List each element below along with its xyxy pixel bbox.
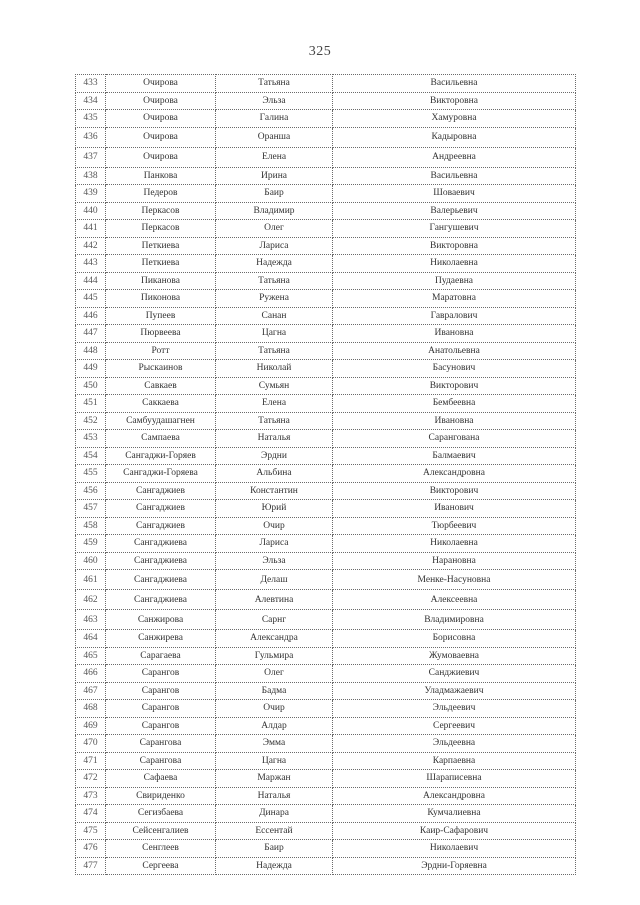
table-row	[76, 92, 576, 110]
row-number: 471	[76, 752, 106, 770]
first-name-cell: Елена	[216, 395, 333, 413]
table-row	[76, 735, 576, 753]
row-number: 464	[76, 630, 106, 648]
names-table	[75, 74, 576, 875]
first-name-cell: Олег	[216, 665, 333, 683]
first-name-cell: Ружена	[216, 290, 333, 308]
table-row	[76, 167, 576, 185]
last-name-cell: Педеров	[106, 185, 216, 203]
table-row	[76, 395, 576, 413]
table-row	[76, 342, 576, 360]
patronymic-cell: Пудаевна	[333, 272, 576, 290]
first-name-cell: Владимир	[216, 202, 333, 220]
last-name-cell: Самбуудашагнен	[106, 412, 216, 430]
table-row	[76, 465, 576, 483]
patronymic-cell: Кумчалиевна	[333, 805, 576, 823]
table-row	[76, 290, 576, 308]
last-name-cell: Пюрвеева	[106, 325, 216, 343]
patronymic-cell: Жумоваевна	[333, 647, 576, 665]
row-number: 448	[76, 342, 106, 360]
row-number: 458	[76, 517, 106, 535]
patronymic-cell: Менке-Насуновна	[333, 570, 576, 590]
first-name-cell: Эмма	[216, 735, 333, 753]
last-name-cell: Сангаджиев	[106, 482, 216, 500]
patronymic-cell: Басунович	[333, 360, 576, 378]
last-name-cell: Сейсенгалиев	[106, 822, 216, 840]
first-name-cell: Эрдни	[216, 447, 333, 465]
last-name-cell: Перкасов	[106, 202, 216, 220]
row-number: 472	[76, 770, 106, 788]
last-name-cell: Пупеев	[106, 307, 216, 325]
first-name-cell: Цагна	[216, 325, 333, 343]
page-number: 325	[308, 44, 332, 59]
patronymic-cell: Эльдеевна	[333, 735, 576, 753]
patronymic-cell: Валерьевич	[333, 202, 576, 220]
first-name-cell: Санан	[216, 307, 333, 325]
table-row	[76, 630, 576, 648]
row-number: 447	[76, 325, 106, 343]
row-number: 443	[76, 255, 106, 273]
first-name-cell: Баир	[216, 185, 333, 203]
patronymic-cell: Шоваевич	[333, 185, 576, 203]
table-row	[76, 535, 576, 553]
last-name-cell: Очирова	[106, 75, 216, 93]
row-number: 462	[76, 590, 106, 610]
first-name-cell: Наталья	[216, 787, 333, 805]
patronymic-cell: Кадыровна	[333, 127, 576, 147]
last-name-cell: Сергеева	[106, 857, 216, 875]
row-number: 450	[76, 377, 106, 395]
row-number: 445	[76, 290, 106, 308]
first-name-cell: Надежда	[216, 857, 333, 875]
last-name-cell: Сангаджи-Горяева	[106, 465, 216, 483]
first-name-cell: Галина	[216, 110, 333, 128]
last-name-cell: Очирова	[106, 110, 216, 128]
row-number: 470	[76, 735, 106, 753]
last-name-cell: Очирова	[106, 92, 216, 110]
table-row	[76, 787, 576, 805]
table-row	[76, 325, 576, 343]
table-row	[76, 857, 576, 875]
first-name-cell: Елена	[216, 147, 333, 167]
patronymic-cell: Каир-Сафарович	[333, 822, 576, 840]
row-number: 441	[76, 220, 106, 238]
row-number: 439	[76, 185, 106, 203]
last-name-cell: Очирова	[106, 127, 216, 147]
table-row	[76, 700, 576, 718]
patronymic-cell: Викторовна	[333, 92, 576, 110]
last-name-cell: Перкасов	[106, 220, 216, 238]
row-number: 446	[76, 307, 106, 325]
row-number: 468	[76, 700, 106, 718]
row-number: 466	[76, 665, 106, 683]
table-row	[76, 430, 576, 448]
last-name-cell: Сарагаева	[106, 647, 216, 665]
table-row	[76, 412, 576, 430]
patronymic-cell: Балмаевич	[333, 447, 576, 465]
row-number: 438	[76, 167, 106, 185]
last-name-cell: Ротт	[106, 342, 216, 360]
first-name-cell: Татьяна	[216, 342, 333, 360]
patronymic-cell: Николаевна	[333, 255, 576, 273]
patronymic-cell: Викторовна	[333, 237, 576, 255]
last-name-cell: Пиконова	[106, 290, 216, 308]
first-name-cell: Сарнг	[216, 610, 333, 630]
patronymic-cell: Гангушевич	[333, 220, 576, 238]
patronymic-cell: Маратовна	[333, 290, 576, 308]
last-name-cell: Сангаджиев	[106, 517, 216, 535]
first-name-cell: Эльза	[216, 92, 333, 110]
table-row	[76, 682, 576, 700]
row-number: 435	[76, 110, 106, 128]
first-name-cell: Надежда	[216, 255, 333, 273]
table-row	[76, 752, 576, 770]
patronymic-cell: Шараписевна	[333, 770, 576, 788]
first-name-cell: Лариса	[216, 535, 333, 553]
patronymic-cell: Санджиевич	[333, 665, 576, 683]
first-name-cell: Ирина	[216, 167, 333, 185]
row-number: 444	[76, 272, 106, 290]
table-row	[76, 665, 576, 683]
first-name-cell: Бадма	[216, 682, 333, 700]
row-number: 460	[76, 552, 106, 570]
table-row	[76, 237, 576, 255]
row-number: 477	[76, 857, 106, 875]
first-name-cell: Маржан	[216, 770, 333, 788]
table-row	[76, 517, 576, 535]
row-number: 437	[76, 147, 106, 167]
last-name-cell: Петкиева	[106, 255, 216, 273]
table-row	[76, 147, 576, 167]
row-number: 461	[76, 570, 106, 590]
table-row	[76, 272, 576, 290]
row-number: 467	[76, 682, 106, 700]
row-number: 451	[76, 395, 106, 413]
table-row	[76, 255, 576, 273]
last-name-cell: Сафаева	[106, 770, 216, 788]
patronymic-cell: Нарановна	[333, 552, 576, 570]
first-name-cell: Юрий	[216, 500, 333, 518]
first-name-cell: Делаш	[216, 570, 333, 590]
patronymic-cell: Николаевич	[333, 840, 576, 858]
row-number: 442	[76, 237, 106, 255]
first-name-cell: Эльза	[216, 552, 333, 570]
table-row	[76, 570, 576, 590]
last-name-cell: Сангаджи-Горяев	[106, 447, 216, 465]
patronymic-cell: Андреевна	[333, 147, 576, 167]
first-name-cell: Очир	[216, 517, 333, 535]
patronymic-cell: Николаевна	[333, 535, 576, 553]
patronymic-cell: Эльдеевич	[333, 700, 576, 718]
table-row	[76, 202, 576, 220]
row-number: 455	[76, 465, 106, 483]
table-row	[76, 220, 576, 238]
row-number: 463	[76, 610, 106, 630]
patronymic-cell: Уладмажаевич	[333, 682, 576, 700]
row-number: 433	[76, 75, 106, 93]
first-name-cell: Цагна	[216, 752, 333, 770]
patronymic-cell: Александровна	[333, 465, 576, 483]
first-name-cell: Татьяна	[216, 272, 333, 290]
first-name-cell: Николай	[216, 360, 333, 378]
last-name-cell: Сарангов	[106, 700, 216, 718]
table-row	[76, 75, 576, 93]
last-name-cell: Сенглеев	[106, 840, 216, 858]
last-name-cell: Савкаев	[106, 377, 216, 395]
table-row	[76, 805, 576, 823]
row-number: 469	[76, 717, 106, 735]
last-name-cell: Петкиева	[106, 237, 216, 255]
first-name-cell: Лариса	[216, 237, 333, 255]
table-row	[76, 377, 576, 395]
patronymic-cell: Бембеевна	[333, 395, 576, 413]
row-number: 449	[76, 360, 106, 378]
table-row	[76, 552, 576, 570]
table-body	[76, 75, 576, 875]
table-row	[76, 307, 576, 325]
table-row	[76, 447, 576, 465]
row-number: 456	[76, 482, 106, 500]
table-row	[76, 127, 576, 147]
last-name-cell: Сангаджиев	[106, 500, 216, 518]
table-row	[76, 717, 576, 735]
row-number: 440	[76, 202, 106, 220]
last-name-cell: Санжирева	[106, 630, 216, 648]
last-name-cell: Сегизбаева	[106, 805, 216, 823]
patronymic-cell: Васильевна	[333, 167, 576, 185]
patronymic-cell: Викторович	[333, 482, 576, 500]
patronymic-cell: Ивановна	[333, 412, 576, 430]
last-name-cell: Сангаджиева	[106, 552, 216, 570]
row-number: 465	[76, 647, 106, 665]
last-name-cell: Саранговa	[106, 752, 216, 770]
last-name-cell: Пиканова	[106, 272, 216, 290]
first-name-cell: Олег	[216, 220, 333, 238]
first-name-cell: Татьяна	[216, 412, 333, 430]
first-name-cell: Альбина	[216, 465, 333, 483]
last-name-cell: Саранговa	[106, 735, 216, 753]
row-number: 476	[76, 840, 106, 858]
row-number: 475	[76, 822, 106, 840]
table-row	[76, 110, 576, 128]
table-row	[76, 647, 576, 665]
last-name-cell: Свириденко	[106, 787, 216, 805]
row-number: 436	[76, 127, 106, 147]
table-row	[76, 822, 576, 840]
last-name-cell: Сарангов	[106, 665, 216, 683]
table-row	[76, 770, 576, 788]
row-number: 459	[76, 535, 106, 553]
last-name-cell: Сарангов	[106, 717, 216, 735]
patronymic-cell: Алексеевна	[333, 590, 576, 610]
first-name-cell: Динара	[216, 805, 333, 823]
patronymic-cell: Карпаевна	[333, 752, 576, 770]
table-row	[76, 840, 576, 858]
first-name-cell: Алдар	[216, 717, 333, 735]
table-row	[76, 360, 576, 378]
table-row	[76, 590, 576, 610]
row-number: 454	[76, 447, 106, 465]
row-number: 452	[76, 412, 106, 430]
first-name-cell: Очир	[216, 700, 333, 718]
last-name-cell: Санжирова	[106, 610, 216, 630]
patronymic-cell: Владимировна	[333, 610, 576, 630]
patronymic-cell: Хамуровна	[333, 110, 576, 128]
first-name-cell: Баир	[216, 840, 333, 858]
table-row	[76, 500, 576, 518]
patronymic-cell: Сарангована	[333, 430, 576, 448]
first-name-cell: Сумьян	[216, 377, 333, 395]
row-number: 453	[76, 430, 106, 448]
patronymic-cell: Борисовна	[333, 630, 576, 648]
table-row	[76, 185, 576, 203]
last-name-cell: Панкова	[106, 167, 216, 185]
last-name-cell: Сампаева	[106, 430, 216, 448]
last-name-cell: Рыскаинов	[106, 360, 216, 378]
first-name-cell: Наталья	[216, 430, 333, 448]
patronymic-cell: Васильевна	[333, 75, 576, 93]
row-number: 474	[76, 805, 106, 823]
patronymic-cell: Эрдни-Горяевна	[333, 857, 576, 875]
first-name-cell: Оранша	[216, 127, 333, 147]
first-name-cell: Александра	[216, 630, 333, 648]
row-number: 434	[76, 92, 106, 110]
first-name-cell: Татьяна	[216, 75, 333, 93]
patronymic-cell: Тюрбеевич	[333, 517, 576, 535]
patronymic-cell: Гавралович	[333, 307, 576, 325]
patronymic-cell: Ивановна	[333, 325, 576, 343]
last-name-cell: Очирова	[106, 147, 216, 167]
first-name-cell: Константин	[216, 482, 333, 500]
last-name-cell: Сарангов	[106, 682, 216, 700]
patronymic-cell: Анатольевна	[333, 342, 576, 360]
table-row	[76, 482, 576, 500]
last-name-cell: Сангаджиева	[106, 570, 216, 590]
patronymic-cell: Викторович	[333, 377, 576, 395]
first-name-cell: Гульмира	[216, 647, 333, 665]
last-name-cell: Сангаджиева	[106, 590, 216, 610]
last-name-cell: Саккаева	[106, 395, 216, 413]
table-row	[76, 610, 576, 630]
first-name-cell: Алевтина	[216, 590, 333, 610]
row-number: 457	[76, 500, 106, 518]
patronymic-cell: Александровна	[333, 787, 576, 805]
row-number: 473	[76, 787, 106, 805]
last-name-cell: Сангаджиева	[106, 535, 216, 553]
first-name-cell: Ессентай	[216, 822, 333, 840]
patronymic-cell: Иванович	[333, 500, 576, 518]
patronymic-cell: Сергеевич	[333, 717, 576, 735]
